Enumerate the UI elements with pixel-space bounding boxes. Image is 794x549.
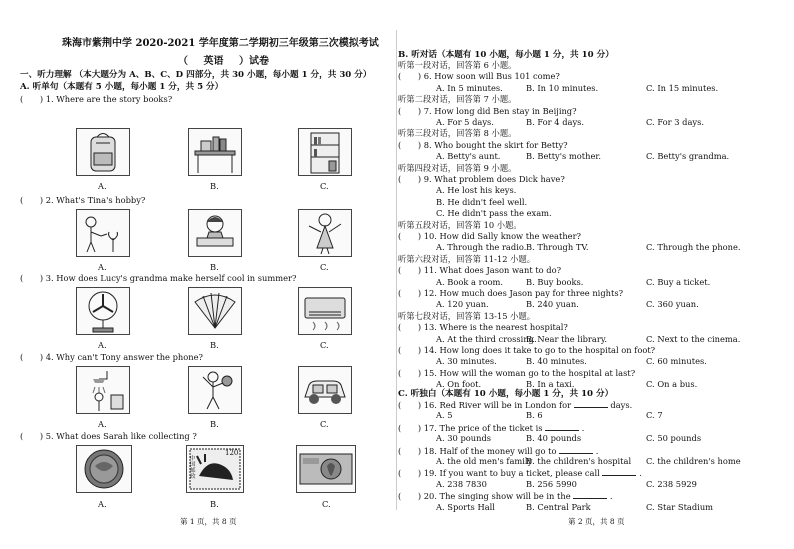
page-divider xyxy=(396,30,397,510)
fill-in-blank[interactable] xyxy=(545,422,579,431)
page-number-left: 第 1 页，共 8 页 xyxy=(180,517,237,526)
question-text: 16. Red River will be in London for xyxy=(423,400,572,410)
shower-icon[interactable] xyxy=(76,366,130,414)
question-15 xyxy=(398,368,635,378)
dialogue-note: 听第七段对话，回答第 13-15 小题。 xyxy=(398,310,536,321)
answer-paren[interactable]: ( ) xyxy=(398,468,422,479)
question-text-end: . xyxy=(581,422,585,433)
question-text-end: . xyxy=(639,468,642,479)
option-a[interactable]: A. At the third crossing. xyxy=(436,333,537,344)
question-20 xyxy=(398,490,613,501)
option-c[interactable]: C. the children's home xyxy=(646,456,741,466)
option-b[interactable]: B. 40 pounds xyxy=(526,433,582,444)
option-b[interactable]: B. the children's hospital xyxy=(526,456,632,466)
option-a[interactable]: A. Betty's aunt. xyxy=(436,151,501,162)
air-conditioner-icon[interactable] xyxy=(298,287,352,335)
answer-paren[interactable]: ( ) xyxy=(398,139,422,150)
question-text: 20. The singing show will be in the xyxy=(423,491,571,502)
question-text-end: . xyxy=(609,491,613,502)
question-5: ( ) 5. What does Sarah like collecting ? xyxy=(20,431,197,441)
answer-paren[interactable]: ( ) xyxy=(20,195,44,205)
question-text: 12. How much does Jason pay for three nights? xyxy=(423,288,624,298)
answer-paren[interactable]: ( ) xyxy=(398,345,422,355)
question-19 xyxy=(398,467,642,478)
answer-paren[interactable]: ( ) xyxy=(398,491,422,502)
girl-dancing-icon[interactable] xyxy=(298,209,352,257)
question-1: ( ) 1. Where are the story books? xyxy=(20,94,173,104)
answer-paren[interactable]: ( ) xyxy=(398,265,422,276)
option-a[interactable]: A. 238 7830 xyxy=(436,478,487,489)
question-16 xyxy=(398,399,632,410)
dialogue-note: 听第三段对话，回答第 8 小题。 xyxy=(398,128,517,139)
answer-paren[interactable]: ( ) xyxy=(20,273,44,283)
question-text: 10. How did Sally know the weather? xyxy=(423,231,581,241)
question-text: 6. How soon will Bus 101 come? xyxy=(423,71,560,82)
answer-paren[interactable]: ( ) xyxy=(20,352,44,362)
hand-fan-icon[interactable] xyxy=(188,287,242,335)
watering-plants-icon[interactable] xyxy=(76,209,130,257)
answer-paren[interactable]: ( ) xyxy=(398,422,422,433)
answer-paren[interactable]: ( ) xyxy=(398,71,422,82)
sectionB-heading: B. 听对话（本题有 10 小题，每小题 1 分，共 10 分） xyxy=(398,50,614,60)
answer-paren[interactable]: ( ) xyxy=(20,431,44,441)
option-a[interactable]: A. Sports Hall xyxy=(436,501,495,512)
option-c[interactable]: C. He didn't pass the exam. xyxy=(436,208,552,219)
answer-paren[interactable]: ( ) xyxy=(398,322,422,333)
option-a[interactable]: A. He lost his keys. xyxy=(436,185,517,196)
car-icon[interactable] xyxy=(298,366,352,414)
banknote-icon[interactable] xyxy=(296,445,356,493)
option-b[interactable]: B. Near the library. xyxy=(526,333,608,344)
answer-paren[interactable]: ( ) xyxy=(20,94,44,104)
option-c[interactable]: C. 238 5929 xyxy=(646,478,697,489)
fill-in-blank[interactable] xyxy=(574,399,608,408)
option-c[interactable]: C. 360 yuan. xyxy=(646,299,699,310)
question-text: 9. What problem does Dick have? xyxy=(423,174,565,184)
subject-name: 英语 xyxy=(203,56,224,67)
question-text: 15. How will the woman go to the hospital at last? xyxy=(423,367,636,378)
option-b[interactable]: B. 240 yuan. xyxy=(526,299,579,310)
option-b[interactable]: B. 40 minutes. xyxy=(526,356,587,367)
question-text: 8. Who bought the skirt for Betty? xyxy=(423,139,568,150)
bookshelf-icon[interactable] xyxy=(298,128,352,176)
question-12 xyxy=(398,288,623,298)
fill-in-blank[interactable] xyxy=(602,467,636,476)
option-a[interactable]: A. In 5 minutes. xyxy=(436,82,503,93)
option-c[interactable]: C. 7 xyxy=(646,410,663,421)
option-b[interactable]: B. 256 5990 xyxy=(526,478,577,489)
stamp-label: 中国邮政 xyxy=(190,456,196,480)
question-text: 17. The price of the ticket is xyxy=(423,422,543,433)
electric-fan-icon[interactable] xyxy=(76,287,130,335)
option-a[interactable]: A. 5 xyxy=(436,410,453,421)
exam-subtitle: （ 英语 ）试卷 xyxy=(178,52,269,67)
page-number-right: 第 2 页，共 8 页 xyxy=(568,517,625,526)
dialogue-note: 听第一段对话，回答第 6 小题。 xyxy=(398,60,517,70)
fill-in-blank[interactable] xyxy=(559,445,593,454)
answer-paren[interactable]: ( ) xyxy=(398,400,422,410)
question-text: 18. Half of the money will go to xyxy=(423,445,557,456)
question-text: 14. How long does it take to go to the hospital on foot? xyxy=(423,345,656,355)
option-b[interactable]: B. In 10 minutes. xyxy=(526,82,599,93)
option-b[interactable]: B. Betty's mother. xyxy=(526,151,602,162)
fill-in-blank[interactable] xyxy=(573,490,607,499)
option-c[interactable]: C. 60 minutes. xyxy=(646,356,707,367)
question-10 xyxy=(398,231,581,241)
option-c[interactable]: C. In 15 minutes. xyxy=(646,82,719,93)
desk-with-books-icon[interactable] xyxy=(188,128,242,176)
question-text-end: . xyxy=(595,445,599,456)
option-c[interactable]: C. 50 pounds xyxy=(646,433,702,444)
answer-paren[interactable]: ( ) xyxy=(398,105,422,116)
dialogue-note: 听第四段对话，回答第 9 小题。 xyxy=(398,162,517,173)
option-a[interactable]: A. the old men's family xyxy=(436,456,533,466)
option-b[interactable]: B. For 4 days. xyxy=(526,117,585,127)
question-11 xyxy=(398,265,561,275)
option-a[interactable]: A. 120 yuan. xyxy=(436,299,489,310)
question-text-end: days. xyxy=(610,400,633,410)
question-18 xyxy=(398,445,598,456)
question-text: 19. If you want to buy a ticket, please call xyxy=(423,468,600,479)
question-2: ( ) 2. What's Tina's hobby? xyxy=(20,195,146,205)
part1-heading: 一、听力理解 （本大题分为 A、B、C、D 四部分，共 30 小题，每小题 1 分，共 30 分） xyxy=(20,70,372,80)
option-c[interactable]: C. Next to the cinema. xyxy=(646,333,741,344)
dialogue-note: 听第六段对话，回答第 11-12 小题。 xyxy=(398,253,536,264)
option-a[interactable]: A. For 5 days. xyxy=(436,117,494,127)
option-c[interactable]: C. Through the phone. xyxy=(646,242,741,253)
answer-paren[interactable]: ( ) xyxy=(398,174,422,184)
stamp-value: 120 xyxy=(225,449,239,457)
backpack-icon[interactable] xyxy=(76,128,130,176)
basketball-player-icon[interactable] xyxy=(188,366,242,414)
sectionA-heading: A. 听单句（本题有 5 小题，每小题 1 分，共 5 分） xyxy=(20,82,224,92)
answer-paren[interactable]: ( ) xyxy=(398,367,422,378)
question-13 xyxy=(398,322,568,332)
option-c[interactable]: C. Star Stadium xyxy=(646,501,714,512)
question-14 xyxy=(398,345,655,355)
option-b[interactable]: B. Central Park xyxy=(526,501,591,512)
option-a[interactable]: A. Through the radio. xyxy=(436,242,527,253)
exam-title: 珠海市紫荆中学 2020-2021 学年度第二学期初三年级第三次模拟考试 xyxy=(62,38,379,49)
question-7 xyxy=(398,106,577,116)
option-b[interactable]: B. 6 xyxy=(526,410,543,421)
question-17 xyxy=(398,422,584,433)
option-c[interactable]: C. Buy a ticket. xyxy=(646,276,711,287)
option-a[interactable]: A. 30 minutes. xyxy=(436,356,497,367)
question-8 xyxy=(398,140,568,150)
option-c[interactable]: C. On a bus. xyxy=(646,379,698,390)
answer-paren[interactable]: ( ) xyxy=(398,231,422,241)
question-4: ( ) 4. Why can't Tony answer the phone? xyxy=(20,352,203,362)
coin-icon[interactable] xyxy=(76,445,132,493)
option-a[interactable]: A. Book a room. xyxy=(436,276,504,287)
question-text: 7. How long did Ben stay in Beijing? xyxy=(423,105,577,116)
option-b[interactable]: B. In a taxi. xyxy=(526,379,575,390)
question-3: ( ) 3. How does Lucy's grandma make herself cool in summer? xyxy=(20,273,297,283)
girl-writing-icon[interactable] xyxy=(188,209,242,257)
option-c[interactable]: C. Betty's grandma. xyxy=(646,151,730,162)
option-a[interactable]: A. On foot. xyxy=(436,379,482,390)
question-9 xyxy=(398,174,565,184)
option-b[interactable]: B. He didn't feel well. xyxy=(436,196,528,207)
answer-paren[interactable]: ( ) xyxy=(398,445,422,456)
dialogue-note: 听第五段对话，回答第 10 小题。 xyxy=(398,219,522,230)
question-text: 13. Where is the nearest hospital? xyxy=(423,322,568,333)
option-c[interactable]: C. For 3 days. xyxy=(646,117,704,127)
option-a[interactable]: A. 30 pounds xyxy=(436,433,492,444)
sectionC-heading: C. 听独白（本题有 10 小题，每小题 1 分，共 10 分） xyxy=(398,389,614,399)
dialogue-note: 听第二段对话，回答第 7 小题。 xyxy=(398,94,517,105)
question-6 xyxy=(398,71,560,81)
option-b[interactable]: B. Buy books. xyxy=(526,276,584,287)
question-text: 11. What does Jason want to do? xyxy=(423,265,562,276)
option-b[interactable]: B. Through TV. xyxy=(526,242,589,253)
answer-paren[interactable]: ( ) xyxy=(398,288,422,298)
